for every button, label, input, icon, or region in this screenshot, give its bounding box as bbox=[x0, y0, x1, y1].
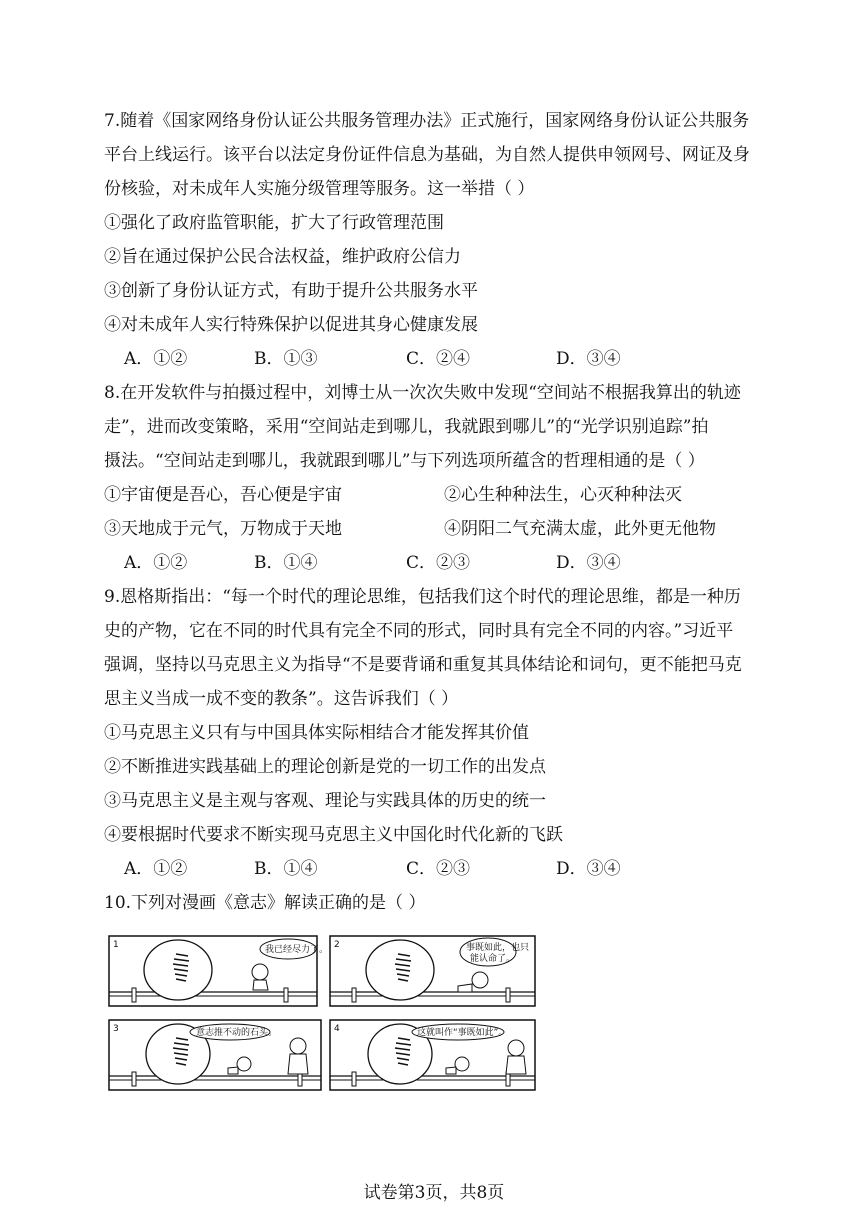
q9-option-d[interactable]: D．③④ bbox=[556, 859, 621, 879]
person-head-icon bbox=[455, 1057, 469, 1071]
comic-panel-1 bbox=[109, 936, 328, 1006]
q8-option-a[interactable]: A．①② bbox=[124, 553, 188, 573]
q7-option-b[interactable]: B．①③ bbox=[254, 349, 318, 369]
person-head-icon bbox=[252, 964, 268, 980]
q9-option-a[interactable]: A．①② bbox=[124, 859, 188, 879]
bubble-text-1: 我已经尽力了。 bbox=[265, 945, 329, 955]
q7-item-1: ①强化了政府监管职能，扩大了行政管理范围 bbox=[104, 213, 444, 233]
q9-item-4: ④要根据时代要求不断实现马克思主义中国化时代化新的飞跃 bbox=[104, 825, 563, 845]
q8-stem-line3: 摄法。“空间站走到哪儿，我就跟到哪儿”与下列选项所蕴含的哲理相通的是（ ） bbox=[104, 451, 705, 471]
panel-number-4: 4 bbox=[334, 1024, 340, 1034]
q9-stem-line3: 强调，坚持以马克思主义为指导“不是要背诵和重复其具体结论和词句，更不能把马克 bbox=[104, 655, 742, 675]
person-head-icon bbox=[472, 972, 488, 988]
q8-item-1: ①宇宙便是吾心，吾心便是宇宙 bbox=[104, 485, 342, 505]
person-head-icon bbox=[237, 1057, 251, 1071]
bubble-text-2a: 事既如此，也只 bbox=[466, 943, 530, 953]
panel-number-2: 2 bbox=[334, 940, 340, 950]
q9-option-b[interactable]: B．①④ bbox=[254, 859, 318, 879]
panel-number-3: 3 bbox=[113, 1024, 119, 1034]
comic-panel-3 bbox=[109, 1020, 321, 1090]
q8-items-row1 bbox=[104, 478, 682, 512]
q8-option-b[interactable]: B．①④ bbox=[254, 553, 318, 573]
old-man-head-icon bbox=[290, 1038, 306, 1054]
q7-item-3: ③创新了身份认证方式，有助于提升公共服务水平 bbox=[104, 281, 478, 301]
q7-option-d[interactable]: D．③④ bbox=[556, 349, 621, 369]
comic-panel-2 bbox=[330, 936, 535, 1006]
q9-item-2: ②不断推进实践基础上的理论创新是党的一切工作的出发点 bbox=[104, 757, 546, 777]
q8-option-d[interactable]: D．③④ bbox=[556, 553, 621, 573]
q7-item-2: ②旨在通过保护公民合法权益，维护政府公信力 bbox=[104, 247, 461, 267]
old-man-head-icon bbox=[508, 1040, 524, 1056]
q8-items-row2 bbox=[104, 512, 716, 546]
q7-item-4: ④对未成年人实行特殊保护以促进其身心健康发展 bbox=[104, 315, 478, 335]
q7-stem-line3: 份核验，对未成年人实施分级管理等服务。这一举措（ ） bbox=[104, 179, 535, 199]
q7-option-c[interactable]: C．②④ bbox=[406, 349, 471, 369]
page-footer: 试卷第3页，共8页 bbox=[363, 1183, 505, 1203]
panel-number-1: 1 bbox=[113, 940, 119, 950]
q8-stem-line1: 8.在开发软件与拍摄过程中，刘博士从一次次失败中发现“空间站不根据我算出的轨迹 bbox=[104, 383, 741, 403]
q7-stem-line2: 平台上线运行。该平台以法定身份证件信息为基础，为自然人提供申领网号、网证及身 bbox=[104, 145, 750, 165]
q7-stem-line1: 7.随着《国家网络身份认证公共服务管理办法》正式施行，国家网络身份认证公共服务 bbox=[104, 111, 750, 131]
q8-stem-line2: 走”，进而改变策略，采用“空间站走到哪儿，我就跟到哪儿”的“光学识别追踪”拍 bbox=[104, 417, 709, 437]
q9-item-3: ③马克思主义是主观与客观、理论与实践具体的历史的统一 bbox=[104, 791, 546, 811]
q8-item-2: ②心生种种法生，心灭种种法灭 bbox=[444, 485, 682, 505]
q7-option-a[interactable]: A．①② bbox=[124, 349, 188, 369]
q9-stem-line4: 思主义当成一成不变的教条”。这告诉我们（ ） bbox=[104, 689, 459, 709]
comic-will-image bbox=[108, 934, 538, 1094]
q8-option-c[interactable]: C．②③ bbox=[406, 553, 471, 573]
q10-stem: 10.下列对漫画《意志》解读正确的是（ ） bbox=[104, 893, 426, 913]
comic-panel-4 bbox=[330, 1020, 535, 1090]
q9-option-c[interactable]: C．②③ bbox=[406, 859, 471, 879]
bubble-text-3: 意志推不动的石头。 bbox=[196, 1028, 278, 1038]
q9-stem-line2: 史的产物，它在不同的时代具有完全不同的形式，同时具有完全不同的内容。”习近平 bbox=[104, 621, 734, 641]
bubble-text-4: 这就叫作“事既如此”。 bbox=[417, 1028, 508, 1038]
q9-item-1: ①马克思主义只有与中国具体实际相结合才能发挥其价值 bbox=[104, 723, 529, 743]
bubble-text-2b: 能认命了。 bbox=[470, 954, 516, 964]
q8-item-3: ③天地成于元气，万物成于天地 bbox=[104, 519, 342, 539]
q8-item-4: ④阴阳二气充满太虚，此外更无他物 bbox=[444, 519, 716, 539]
q9-stem-line1: 9.恩格斯指出：“每一个时代的理论思维，包括我们这个时代的理论思维，都是一种历 bbox=[104, 587, 741, 607]
